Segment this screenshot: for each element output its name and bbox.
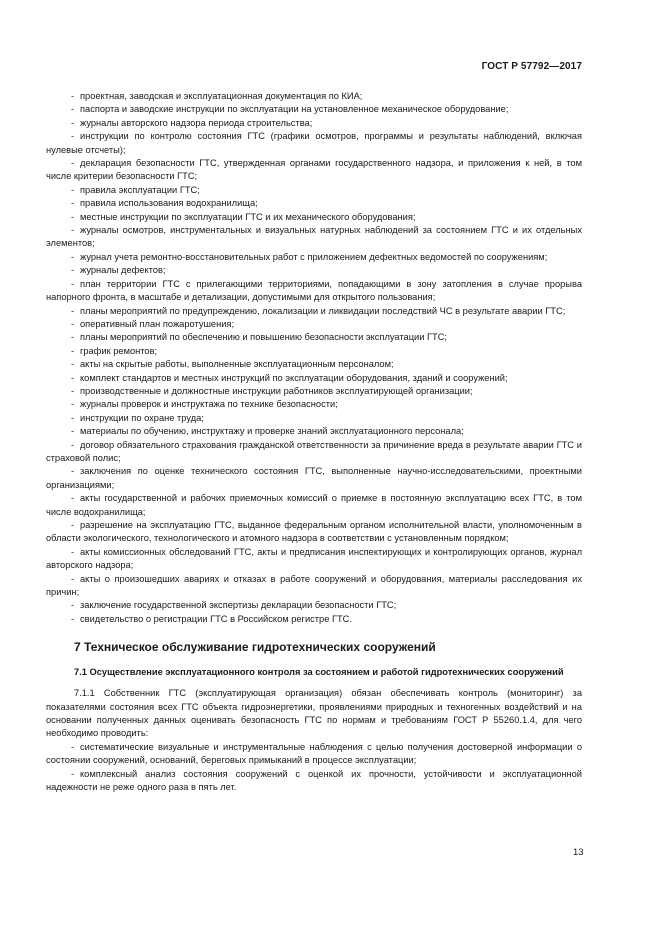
list-item-text: заключения по оценке технического состояния ГТС, выполненные научно-исследовательскими, проектными организациями; <box>46 466 582 490</box>
list-item-text: план территории ГТС с прилегающими территориями, попадающими в зону затопления в случае прорыва напорного фронта, в масштабе и детализации, допустимыми для открытого пользования; <box>46 278 582 303</box>
list-item <box>46 465 582 492</box>
section-7-1-heading: 7.1 Осуществление эксплуатационного контроля за состоянием и работой гидротехнических сооружений <box>74 667 564 678</box>
list-item-text: инструкции по контролю состояния ГТС (графики осмотров, программы и результаты наблюдений, включая нулевые отсчеты); <box>46 131 582 155</box>
list-item-text: правила эксплуатации ГТС; <box>80 184 200 195</box>
list-dash: - <box>71 318 75 329</box>
list-dash: - <box>71 104 75 115</box>
list-item <box>46 157 582 184</box>
list-item <box>46 768 582 795</box>
list-item <box>46 318 582 331</box>
list-item-text: проектная, заводская и эксплуатационная документация по КИА; <box>80 91 363 101</box>
paragraph-7-1-1: 7.1.1 Собственник ГТС (эксплуатирующая организация) обязан обеспечивать контроль (мониторинг) за показателями состояния всех ГТС объекта гидроэнергетики, проявлениями природных и техногенных воздействий и на основании полученных данных оценивать безопасность ГТС по нормам и требованиям ГОСТ Р 55260.1.4, для чего необходимо проводить: <box>46 688 582 739</box>
list-item-text: местные инструкции по эксплуатации ГТС и их механического оборудования; <box>80 211 416 222</box>
list-item-text: систематические визуальные и инструментальные наблюдения с целью получения достоверной информации о состоянии сооружений, оснований, береговых примыканий в процессе эксплуатации; <box>46 741 582 766</box>
list-item-text: акты о произошедших авариях и отказах в работе сооружений и оборудования, материалы расследования их причин; <box>46 573 582 598</box>
list-dash: - <box>71 225 75 236</box>
list-dash: - <box>71 332 75 343</box>
list-item <box>46 345 582 358</box>
document-body <box>46 90 582 795</box>
list-item <box>46 385 582 398</box>
list-item <box>46 425 582 438</box>
list-dash: - <box>71 131 75 142</box>
list-item-text: производственные и должностные инструкции работников эксплуатирующей организации; <box>80 385 473 396</box>
list-dash: - <box>71 117 75 128</box>
list-item <box>46 224 582 251</box>
documentation-list <box>46 90 582 626</box>
list-dash: - <box>71 426 75 437</box>
list-item-text: журналы осмотров, инструментальных и визуальных натурных наблюдений за состоянием ГТС и их отдельных элементов; <box>46 225 582 249</box>
list-dash: - <box>71 345 75 356</box>
list-item <box>46 439 582 466</box>
section-7-heading: 7 Техническое обслуживание гидротехнических сооружений <box>74 640 436 655</box>
list-item-text: журнал учета ремонтно-восстановительных работ с приложением дефектных ведомостей по сооружениям; <box>80 251 548 262</box>
list-item <box>46 741 582 768</box>
document-header: ГОСТ Р 57792—2017 <box>481 61 582 72</box>
list-item <box>46 331 582 344</box>
list-item-text: журналы дефектов; <box>80 265 166 276</box>
list-dash: - <box>71 278 75 289</box>
list-item-text: журналы проверок и инструктажа по технике безопасности; <box>80 399 338 410</box>
list-item-text: планы мероприятий по предупреждению, локализации и ликвидации последствий ЧС в результате аварии ГТС; <box>80 305 566 316</box>
list-item <box>46 372 582 385</box>
list-dash: - <box>71 265 75 276</box>
list-dash: - <box>71 251 75 262</box>
list-item <box>46 546 582 573</box>
list-item <box>46 573 582 600</box>
list-dash: - <box>71 211 75 222</box>
list-dash: - <box>71 768 75 779</box>
list-item-text: заключение государственной экспертизы декларации безопасности ГТС; <box>80 600 397 611</box>
list-dash: - <box>71 91 75 101</box>
list-item <box>46 130 582 157</box>
list-item <box>46 117 582 130</box>
list-item <box>46 264 582 277</box>
list-item-text: акты на скрытые работы, выполненные эксплуатационным персоналом; <box>80 359 394 370</box>
list-item-text: планы мероприятий по обеспечению и повышению безопасности эксплуатации ГТС; <box>80 332 448 343</box>
list-item <box>46 492 582 519</box>
list-item-text: договор обязательного страхования гражданской ответственности за причинение вреда в результате аварии ГТС и страховой полис; <box>46 439 582 463</box>
list-item-text: комплект стандартов и местных инструкций по эксплуатации оборудования, зданий и сооружений; <box>80 372 508 383</box>
list-dash: - <box>71 466 75 477</box>
list-dash: - <box>71 198 75 209</box>
list-dash: - <box>71 741 75 752</box>
list-item-text: комплексный анализ состояния сооружений с оценкой их прочности, устойчивости и эксплуатационной надежности не реже одного раза в пять лет. <box>46 768 582 793</box>
list-dash: - <box>71 184 75 195</box>
list-item <box>46 613 582 626</box>
list-dash: - <box>71 520 75 530</box>
list-dash: - <box>71 573 75 584</box>
list-dash: - <box>71 613 75 624</box>
list-dash: - <box>71 493 75 504</box>
list-item <box>46 519 582 546</box>
list-item-text: материалы по обучению, инструктажу и проверке знаний эксплуатационного персонала; <box>80 426 464 437</box>
list-item <box>46 412 582 425</box>
list-dash: - <box>71 372 75 383</box>
list-dash: - <box>71 385 75 396</box>
list-item-text: график ремонтов; <box>80 345 158 356</box>
list-item-text: акты комиссионных обследований ГТС, акты и предписания инспектирующих и контролирующих органов, журнал авторского надзора; <box>46 546 582 571</box>
list-item-text: паспорта и заводские инструкции по эксплуатации на установленное механическое оборудование; <box>80 104 509 115</box>
list-dash: - <box>71 412 75 423</box>
list-item <box>46 278 582 305</box>
list-item <box>46 358 582 371</box>
list-dash: - <box>71 158 75 169</box>
list-item <box>46 184 582 197</box>
list-dash: - <box>71 600 75 611</box>
list-item <box>46 305 582 318</box>
list-dash: - <box>71 399 75 410</box>
list-item-text: оперативный план пожаротушения; <box>80 318 235 329</box>
list-item <box>46 251 582 264</box>
list-item <box>46 197 582 210</box>
list-item-text: акты государственной и рабочих приемочных комиссий о приемке в постоянную эксплуатацию всех ГТС, в том числе водохранилища; <box>46 493 582 517</box>
list-item-text: разрешение на эксплуатацию ГТС, выданное федеральным органом исполнительной власти, уполномоченным в области экологического, технологического и атомного надзора в соответствии с установленным порядком; <box>46 520 582 544</box>
list-dash: - <box>71 359 75 370</box>
list-item <box>46 599 582 612</box>
list-item <box>46 103 582 116</box>
page-number: 13 <box>573 847 584 858</box>
list-item-text: правила использования водохранилища; <box>80 198 258 209</box>
monitoring-list <box>46 741 582 795</box>
list-item <box>46 90 582 103</box>
list-item-text: инструкции по охране труда; <box>80 412 204 423</box>
list-item <box>46 211 582 224</box>
list-dash: - <box>71 305 75 316</box>
list-dash: - <box>71 546 75 557</box>
list-item-text: журналы авторского надзора периода строительства; <box>80 117 313 128</box>
list-item <box>46 398 582 411</box>
list-dash: - <box>71 439 75 450</box>
list-item-text: свидетельство о регистрации ГТС в Российском регистре ГТС. <box>80 613 352 624</box>
list-item-text: декларация безопасности ГТС, утвержденная органами государственного надзора, и приложения к ней, в том числе критерии безопасности ГТС; <box>46 158 582 182</box>
